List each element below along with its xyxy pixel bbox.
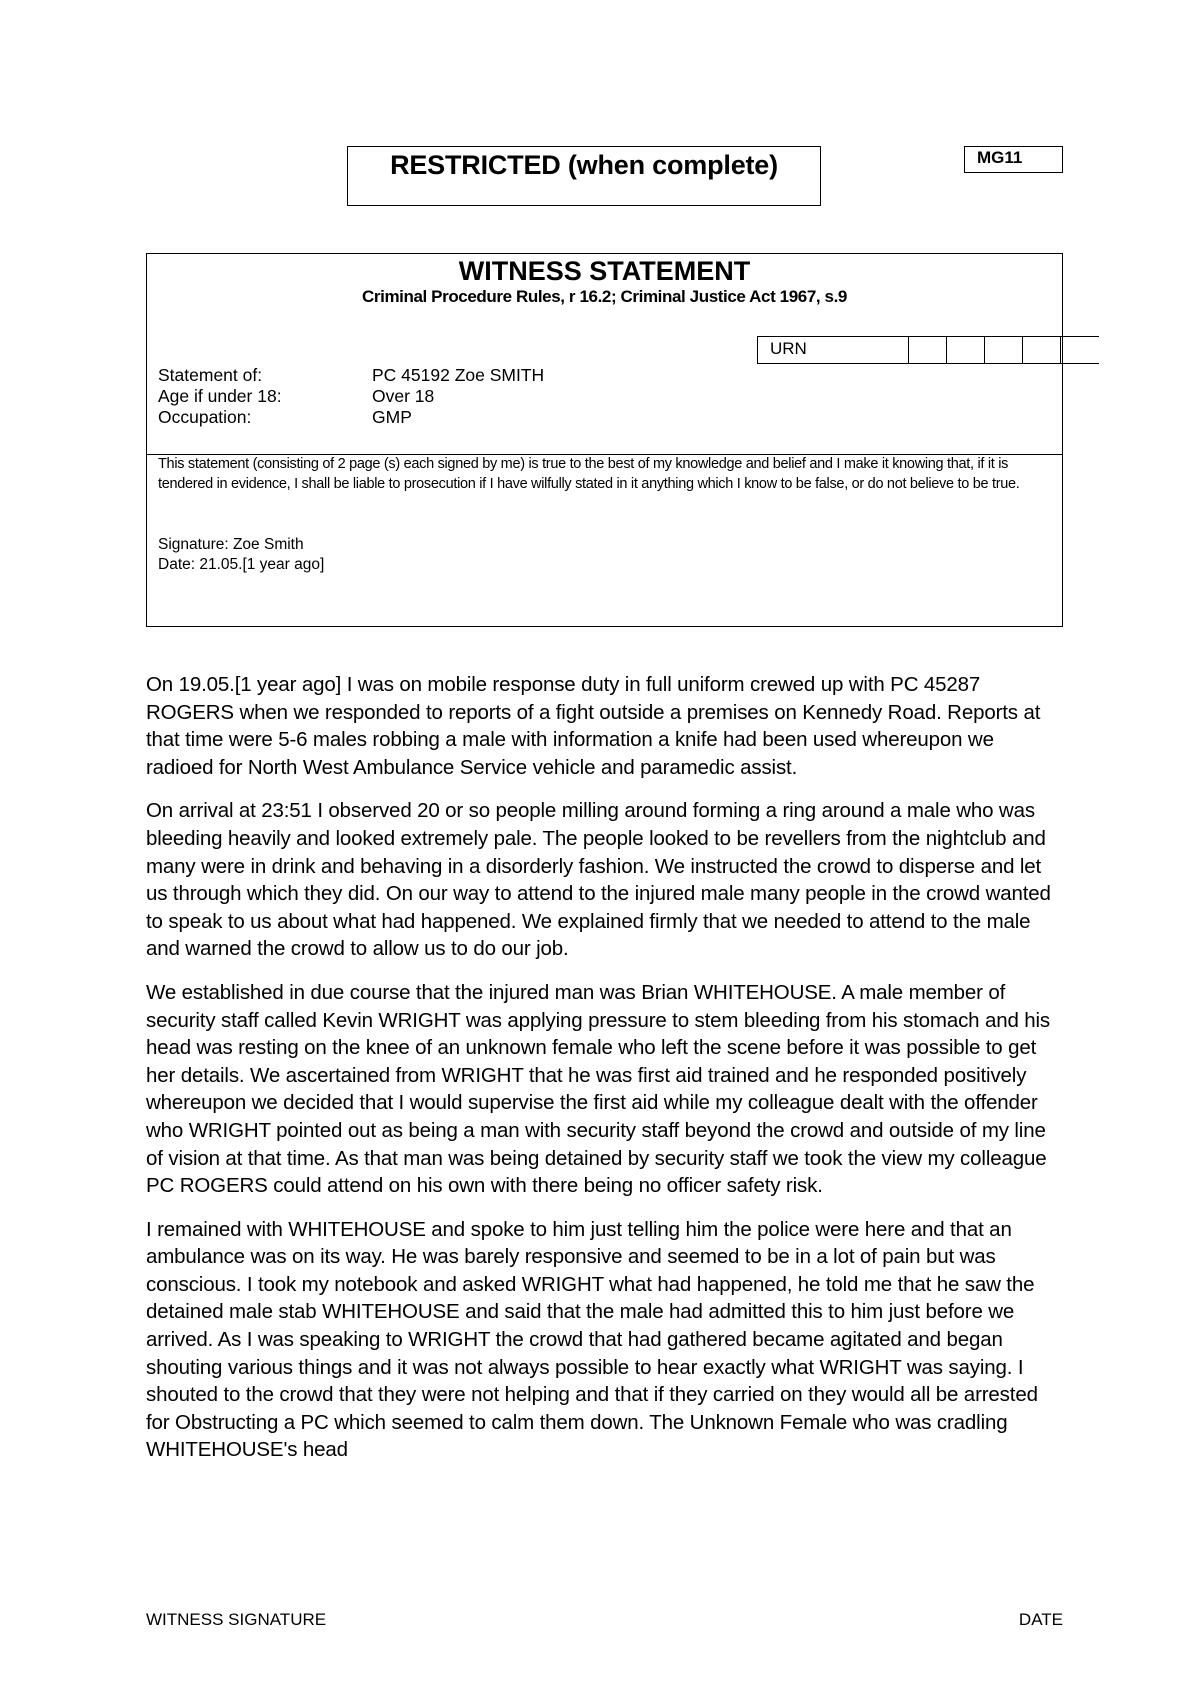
statement-body — [146, 671, 1066, 1480]
restricted-label: RESTRICTED (when complete) — [390, 150, 778, 180]
declaration-text: This statement (consisting of 2 page (s) each signed by me) is true to the best of my knowledge and belief and I make it knowing that, if it is tendered in evidence, I shall be liable to prosecution if I have wilfully stated in it anything which I know to be false, or do not believe to be true. — [158, 456, 1020, 492]
form-code: MG11 — [977, 148, 1023, 167]
detail-value: PC 45192 Zoe SMITH — [372, 365, 545, 385]
detail-label: Statement of: — [158, 365, 263, 385]
detail-row-occupation — [158, 407, 544, 428]
footer-date: DATE — [1018, 1610, 1063, 1629]
witness-details — [158, 365, 544, 428]
urn-cell — [1023, 337, 1061, 363]
statement-title: WITNESS STATEMENT — [458, 256, 751, 286]
body-paragraph: I remained with WHITEHOUSE and spoke to him just telling him the police were here and that an ambulance was on its way. He was barely responsive and seemed to be in a lot of pain but was conscious. I took my notebook and asked WRIGHT what had happened, he told me that he saw the detained male stab WHITEHOUSE and said that the male had admitted this to him just before we arrived. As I was speaking to WRIGHT the crowd that had gathered became agitated and began shouting various things and it was not always possible to hear exactly what WRIGHT was saying. I shouted to the crowd that they were not helping and that if they carried on they would all be arrested for Obstructing a PC which seemed to calm them down. The Unknown Female who was cradling WHITEHOUSE's head — [146, 1217, 1038, 1462]
witness-statement-header-box — [146, 253, 1063, 627]
form-code-box — [964, 146, 1063, 173]
detail-value: GMP — [372, 407, 412, 427]
urn-cell — [985, 337, 1023, 363]
urn-cell — [909, 337, 947, 363]
detail-label: Occupation: — [158, 407, 252, 427]
detail-label: Age if under 18: — [158, 386, 282, 406]
statement-subtitle: Criminal Procedure Rules, r 16.2; Criminal Justice Act 1967, s.9 — [362, 287, 847, 306]
signature-line: Signature: Zoe Smith — [158, 536, 304, 553]
detail-row-age — [158, 386, 544, 407]
restricted-banner — [347, 146, 821, 206]
body-paragraph: We established in due course that the injured man was Brian WHITEHOUSE. A male member of security staff called Kevin WRIGHT was applying pressure to stem bleeding from his stomach and his head was resting on the knee of an unknown female who left the scene before it was possible to get her details. We ascertained from WRIGHT that he was first aid trained and he responded positively whereupon we decided that I would supervise the first aid while my colleague dealt with the offender who WRIGHT pointed out as being a man with security staff beyond the crowd and outside of my line of vision at that time. As that man was being detained by security staff we took the view my colleague PC ROGERS could attend on his own with there being no officer safety risk. — [146, 980, 1051, 1198]
date-line: Date: 21.05.[1 year ago] — [158, 556, 325, 573]
urn-field — [757, 336, 1099, 364]
urn-cell — [1061, 337, 1099, 363]
signature-block — [158, 535, 324, 575]
detail-row-statement-of — [158, 365, 544, 386]
footer-witness-signature: WITNESS SIGNATURE — [146, 1610, 327, 1629]
urn-label: URN — [758, 337, 909, 363]
body-paragraph: On arrival at 23:51 I observed 20 or so people milling around forming a ring around a male who was bleeding heavily and looked extremely pale. The people looked to be revellers from the nightclub and many were in drink and behaving in a disorderly fashion. We instructed the crowd to disperse and let us through which they did. On our way to attend to the injured male many people in the crowd wanted to speak to us about what had happened. We explained firmly that we needed to attend to the male and warned the crowd to allow us to do our job. — [146, 799, 1051, 961]
detail-value: Over 18 — [372, 386, 435, 406]
urn-cell — [947, 337, 985, 363]
body-paragraph: On 19.05.[1 year ago] I was on mobile response duty in full uniform crewed up with PC 45287 ROGERS when we responded to reports of a fight outside a premises on Kennedy Road. Reports at that time were 5-6 males robbing a male with information a knife had been used whereupon we radioed for North West Ambulance Service vehicle and paramedic assist. — [146, 673, 1041, 779]
